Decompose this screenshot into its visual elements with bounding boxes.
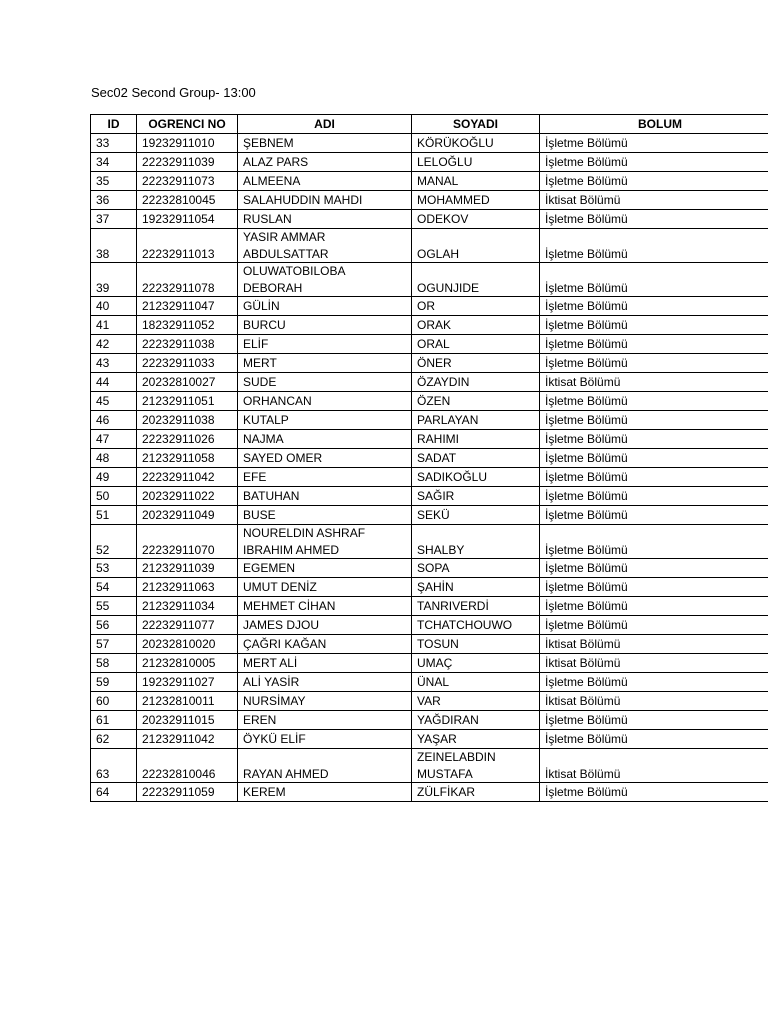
cell-id: 54 <box>91 578 137 597</box>
cell-soyadi: OGUNJIDE <box>412 263 540 297</box>
cell-soyadi: RAHIMI <box>412 430 540 449</box>
header-row <box>91 115 768 134</box>
table-row <box>91 449 768 468</box>
cell-ogrenci-no: 22232911039 <box>137 153 238 172</box>
cell-id: 34 <box>91 153 137 172</box>
cell-ogrenci-no: 22232911013 <box>137 229 238 263</box>
cell-id: 38 <box>91 229 137 263</box>
cell-soyadi: MOHAMMED <box>412 191 540 210</box>
cell-ogrenci-no: 22232911078 <box>137 263 238 297</box>
cell-bolum: İktisat Bölümü <box>540 191 768 210</box>
cell-bolum: İşletme Bölümü <box>540 153 768 172</box>
cell-soyadi: ÖZAYDIN <box>412 373 540 392</box>
cell-id: 64 <box>91 783 137 802</box>
table-row <box>91 392 768 411</box>
cell-adi: ORHANCAN <box>238 392 412 411</box>
cell-bolum: İşletme Bölümü <box>540 730 768 749</box>
cell-soyadi: OR <box>412 297 540 316</box>
cell-adi: SAYED OMER <box>238 449 412 468</box>
cell-id: 63 <box>91 749 137 783</box>
cell-bolum: İşletme Bölümü <box>540 711 768 730</box>
cell-adi: JAMES DJOU <box>238 616 412 635</box>
table-row <box>91 559 768 578</box>
cell-soyadi: SEKÜ <box>412 506 540 525</box>
cell-adi: RUSLAN <box>238 210 412 229</box>
cell-ogrenci-no: 22232911059 <box>137 783 238 802</box>
table-row <box>91 210 768 229</box>
column-header-ogrenci-no: OGRENCI NO <box>137 115 238 134</box>
cell-id: 43 <box>91 354 137 373</box>
table-row <box>91 730 768 749</box>
cell-id: 61 <box>91 711 137 730</box>
cell-adi: OLUWATOBILOBA DEBORAH <box>238 263 412 297</box>
cell-adi: NOURELDIN ASHRAF IBRAHIM AHMED <box>238 525 412 559</box>
cell-soyadi: ZEINELABDIN MUSTAFA <box>412 749 540 783</box>
cell-bolum: İşletme Bölümü <box>540 597 768 616</box>
cell-id: 33 <box>91 134 137 153</box>
cell-ogrenci-no: 21232911042 <box>137 730 238 749</box>
cell-ogrenci-no: 21232911063 <box>137 578 238 597</box>
cell-bolum: İşletme Bölümü <box>540 783 768 802</box>
cell-soyadi: ZÜLFİKAR <box>412 783 540 802</box>
cell-ogrenci-no: 19232911027 <box>137 673 238 692</box>
table-row <box>91 263 768 297</box>
cell-id: 51 <box>91 506 137 525</box>
cell-bolum: İşletme Bölümü <box>540 172 768 191</box>
cell-bolum: İşletme Bölümü <box>540 506 768 525</box>
cell-adi: ALAZ PARS <box>238 153 412 172</box>
cell-adi: RAYAN AHMED <box>238 749 412 783</box>
cell-bolum: İşletme Bölümü <box>540 449 768 468</box>
table-row <box>91 468 768 487</box>
cell-id: 44 <box>91 373 137 392</box>
cell-soyadi: PARLAYAN <box>412 411 540 430</box>
table-row <box>91 673 768 692</box>
cell-bolum: İktisat Bölümü <box>540 635 768 654</box>
cell-bolum: İşletme Bölümü <box>540 354 768 373</box>
cell-adi: GÜLİN <box>238 297 412 316</box>
cell-ogrenci-no: 21232810011 <box>137 692 238 711</box>
cell-ogrenci-no: 22232911033 <box>137 354 238 373</box>
cell-adi: BATUHAN <box>238 487 412 506</box>
table-row <box>91 172 768 191</box>
cell-ogrenci-no: 20232810020 <box>137 635 238 654</box>
cell-adi: MEHMET CİHAN <box>238 597 412 616</box>
cell-bolum: İşletme Bölümü <box>540 229 768 263</box>
cell-ogrenci-no: 22232810046 <box>137 749 238 783</box>
cell-soyadi: TOSUN <box>412 635 540 654</box>
cell-id: 41 <box>91 316 137 335</box>
cell-bolum: İşletme Bölümü <box>540 316 768 335</box>
table-row <box>91 692 768 711</box>
cell-adi: BUSE <box>238 506 412 525</box>
cell-ogrenci-no: 20232911049 <box>137 506 238 525</box>
cell-bolum: İşletme Bölümü <box>540 616 768 635</box>
cell-adi: ŞEBNEM <box>238 134 412 153</box>
cell-bolum: İşletme Bölümü <box>540 559 768 578</box>
column-header-adi: ADI <box>238 115 412 134</box>
cell-adi: EFE <box>238 468 412 487</box>
cell-id: 39 <box>91 263 137 297</box>
table-row <box>91 335 768 354</box>
cell-soyadi: VAR <box>412 692 540 711</box>
cell-soyadi: KÖRÜKOĞLU <box>412 134 540 153</box>
cell-ogrenci-no: 20232911015 <box>137 711 238 730</box>
cell-adi: EREN <box>238 711 412 730</box>
table-row <box>91 597 768 616</box>
cell-soyadi: ODEKOV <box>412 210 540 229</box>
cell-soyadi: TCHATCHOUWO <box>412 616 540 635</box>
cell-ogrenci-no: 21232810005 <box>137 654 238 673</box>
cell-soyadi: ÖZEN <box>412 392 540 411</box>
cell-bolum: İşletme Bölümü <box>540 335 768 354</box>
cell-id: 59 <box>91 673 137 692</box>
cell-ogrenci-no: 22232911077 <box>137 616 238 635</box>
cell-soyadi: OGLAH <box>412 229 540 263</box>
student-roster-table <box>90 114 768 802</box>
cell-adi: EGEMEN <box>238 559 412 578</box>
cell-ogrenci-no: 19232911010 <box>137 134 238 153</box>
cell-id: 60 <box>91 692 137 711</box>
table-row <box>91 578 768 597</box>
cell-adi: SALAHUDDIN MAHDI <box>238 191 412 210</box>
cell-bolum: İşletme Bölümü <box>540 210 768 229</box>
cell-ogrenci-no: 21232911047 <box>137 297 238 316</box>
cell-ogrenci-no: 22232810045 <box>137 191 238 210</box>
cell-ogrenci-no: 22232911070 <box>137 525 238 559</box>
cell-soyadi: SOPA <box>412 559 540 578</box>
cell-bolum: İktisat Bölümü <box>540 749 768 783</box>
table-row <box>91 411 768 430</box>
cell-id: 53 <box>91 559 137 578</box>
cell-id: 56 <box>91 616 137 635</box>
cell-adi: ALMEENA <box>238 172 412 191</box>
table-row <box>91 354 768 373</box>
cell-soyadi: ÖNER <box>412 354 540 373</box>
cell-bolum: İşletme Bölümü <box>540 468 768 487</box>
table-row <box>91 297 768 316</box>
cell-soyadi: ŞAHİN <box>412 578 540 597</box>
cell-adi: ALİ YASİR <box>238 673 412 692</box>
cell-soyadi: SHALBY <box>412 525 540 559</box>
cell-id: 49 <box>91 468 137 487</box>
cell-adi: KEREM <box>238 783 412 802</box>
table-row <box>91 616 768 635</box>
cell-ogrenci-no: 21232911034 <box>137 597 238 616</box>
cell-bolum: İşletme Bölümü <box>540 578 768 597</box>
cell-ogrenci-no: 21232911039 <box>137 559 238 578</box>
cell-adi: KUTALP <box>238 411 412 430</box>
cell-bolum: İşletme Bölümü <box>540 411 768 430</box>
table-row <box>91 191 768 210</box>
cell-adi: NURSİMAY <box>238 692 412 711</box>
cell-soyadi: SADIKOĞLU <box>412 468 540 487</box>
cell-soyadi: ORAL <box>412 335 540 354</box>
cell-id: 40 <box>91 297 137 316</box>
cell-adi: ELİF <box>238 335 412 354</box>
table-row <box>91 654 768 673</box>
cell-id: 36 <box>91 191 137 210</box>
table-row <box>91 430 768 449</box>
cell-ogrenci-no: 21232911051 <box>137 392 238 411</box>
table-row <box>91 749 768 783</box>
cell-bolum: İşletme Bölümü <box>540 487 768 506</box>
cell-id: 57 <box>91 635 137 654</box>
cell-soyadi: UMAÇ <box>412 654 540 673</box>
cell-bolum: İşletme Bölümü <box>540 525 768 559</box>
table-row <box>91 487 768 506</box>
cell-ogrenci-no: 18232911052 <box>137 316 238 335</box>
cell-adi: MERT ALİ <box>238 654 412 673</box>
table-row <box>91 316 768 335</box>
table-row <box>91 525 768 559</box>
cell-bolum: İktisat Bölümü <box>540 654 768 673</box>
cell-bolum: İşletme Bölümü <box>540 134 768 153</box>
cell-soyadi: SADAT <box>412 449 540 468</box>
cell-id: 62 <box>91 730 137 749</box>
column-header-id: ID <box>91 115 137 134</box>
cell-adi: ÇAĞRI KAĞAN <box>238 635 412 654</box>
cell-id: 47 <box>91 430 137 449</box>
cell-soyadi: LELOĞLU <box>412 153 540 172</box>
cell-id: 58 <box>91 654 137 673</box>
table-row <box>91 635 768 654</box>
column-header-bolum: BOLUM <box>540 115 768 134</box>
cell-bolum: İktisat Bölümü <box>540 373 768 392</box>
roster-body <box>91 134 768 802</box>
cell-id: 52 <box>91 525 137 559</box>
cell-ogrenci-no: 19232911054 <box>137 210 238 229</box>
cell-adi: YASIR AMMAR ABDULSATTAR <box>238 229 412 263</box>
cell-ogrenci-no: 20232810027 <box>137 373 238 392</box>
cell-bolum: İşletme Bölümü <box>540 297 768 316</box>
column-header-soyadi: SOYADI <box>412 115 540 134</box>
cell-id: 50 <box>91 487 137 506</box>
cell-adi: MERT <box>238 354 412 373</box>
cell-bolum: İşletme Bölümü <box>540 263 768 297</box>
cell-id: 42 <box>91 335 137 354</box>
cell-id: 37 <box>91 210 137 229</box>
cell-adi: NAJMA <box>238 430 412 449</box>
table-row <box>91 506 768 525</box>
table-row <box>91 711 768 730</box>
cell-ogrenci-no: 22232911042 <box>137 468 238 487</box>
cell-bolum: İşletme Bölümü <box>540 392 768 411</box>
cell-id: 35 <box>91 172 137 191</box>
cell-ogrenci-no: 22232911026 <box>137 430 238 449</box>
table-row <box>91 229 768 263</box>
sheet-caption: Sec02 Second Group- 13:00 <box>91 85 256 100</box>
cell-ogrenci-no: 22232911038 <box>137 335 238 354</box>
cell-id: 55 <box>91 597 137 616</box>
table-row <box>91 373 768 392</box>
cell-id: 45 <box>91 392 137 411</box>
cell-soyadi: ÜNAL <box>412 673 540 692</box>
cell-bolum: İktisat Bölümü <box>540 692 768 711</box>
cell-ogrenci-no: 20232911038 <box>137 411 238 430</box>
cell-adi: BURCU <box>238 316 412 335</box>
cell-soyadi: YAŞAR <box>412 730 540 749</box>
cell-ogrenci-no: 22232911073 <box>137 172 238 191</box>
table-row <box>91 153 768 172</box>
cell-ogrenci-no: 20232911022 <box>137 487 238 506</box>
cell-ogrenci-no: 21232911058 <box>137 449 238 468</box>
cell-soyadi: ORAK <box>412 316 540 335</box>
cell-id: 48 <box>91 449 137 468</box>
cell-soyadi: MANAL <box>412 172 540 191</box>
cell-soyadi: TANRIVERDİ <box>412 597 540 616</box>
cell-soyadi: SAĞIR <box>412 487 540 506</box>
cell-adi: SUDE <box>238 373 412 392</box>
cell-id: 46 <box>91 411 137 430</box>
table-row <box>91 134 768 153</box>
cell-adi: UMUT DENİZ <box>238 578 412 597</box>
cell-bolum: İşletme Bölümü <box>540 673 768 692</box>
table-row <box>91 783 768 802</box>
cell-bolum: İşletme Bölümü <box>540 430 768 449</box>
cell-soyadi: YAĞDIRAN <box>412 711 540 730</box>
cell-adi: ÖYKÜ ELİF <box>238 730 412 749</box>
